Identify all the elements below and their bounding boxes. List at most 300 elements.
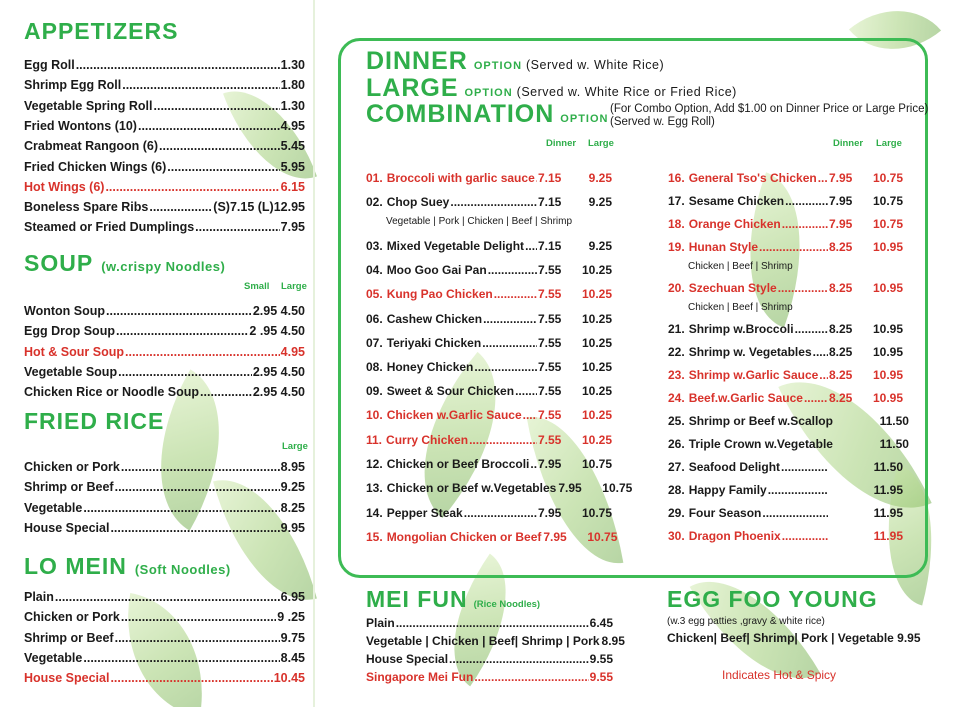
dinner-item-dinner-price: 7.95 [558,481,582,495]
dinner-col-dinner-left: Dinner [546,138,577,149]
dinner-item-large-price: 10.75 [581,457,612,471]
dinner-item [668,411,909,428]
hunan-note: Chicken | Beef | Shrimp [688,261,793,272]
dinner-item-large-price: 11.50 [879,437,909,451]
menu-item [24,606,305,624]
mei-fun-item [366,614,613,630]
dinner-item-name: Chicken w.Garlic Sauce [386,408,522,422]
dinner-item-number: 21. [668,322,685,336]
egg-foo-young-subtitle: (w.3 egg patties ,gravy & white rice) [667,616,825,627]
dinner-item-dinner-price: 8.25 [829,345,853,359]
dinner-item-dinner-price: 8.25 [829,322,853,336]
dot-leader [818,171,828,185]
menu-item [24,586,305,604]
dinner-item-name: Teriyaki Chicken [386,336,482,350]
soup-subtitle: (w.crispy Noodles) [101,259,226,274]
dinner-item-number: 14. [366,506,383,520]
dinner-item-number: 09. [366,384,383,398]
dinner-item-number: 04. [366,263,383,277]
dot-leader [149,200,212,214]
dinner-item-number: 07. [366,336,383,350]
dinner-item [366,309,612,326]
menu-item-price: 5.45 [280,139,305,154]
dinner-item-number: 26. [668,437,685,451]
dinner-item [366,430,612,447]
dinner-col-large-left: Large [588,138,614,149]
large-option: OPTION [464,87,513,99]
dinner-item [366,478,633,495]
dinner-item-dinner-price: 8.25 [829,368,853,382]
dinner-item-number: 11. [366,433,383,447]
menu-item [24,456,305,474]
dot-leader [449,652,589,666]
lo-mein-subtitle: (Soft Noodles) [134,562,231,577]
dinner-item-number: 24. [668,391,685,405]
dot-leader [110,671,272,685]
dinner-item-large-price: 9.25 [588,239,612,253]
column-divider [313,0,315,707]
dot-leader [106,304,252,318]
menu-item-price: 8.95 [280,460,305,474]
dinner-item-name: Beef.w.Garlic Sauce [688,391,803,405]
menu-item-name: Vegetable | Chicken | Beef| Shrimp | Pork [366,634,600,648]
dinner-item-name: Chicken or Beef Broccoli [386,457,530,471]
dinner-option: OPTION [473,60,523,72]
menu-item-name: Steamed or Fried Dumplings [24,220,195,235]
dinner-item-dinner-price: 7.55 [538,408,562,422]
menu-item-price: 2.95 4.50 [252,385,305,400]
dinner-item-large-price: 10.25 [581,384,612,398]
combo-note-1: (For Combo Option, Add $1.00 on Dinner Price or Large Price) [610,103,929,115]
dinner-item-dinner-price: 7.95 [538,506,562,520]
dot-leader [536,171,537,185]
mei-fun-title [366,586,540,613]
menu-item-name: Plain [366,616,395,630]
menu-item-name: Egg Drop Soup [24,324,115,339]
dinner-item-number: 18. [668,217,685,231]
menu-item-name: Fried Chicken Wings (6) [24,159,167,174]
dot-leader [782,529,828,543]
dinner-item [668,434,909,451]
dinner-item [668,526,903,543]
dinner-item-large-price: 10.25 [581,312,612,326]
menu-item-price: 9.55 [589,652,613,666]
dinner-item-name: General Tso's Chicken [688,171,817,185]
menu-item-name: Vegetable Spring Roll [24,98,153,113]
dot-leader [469,433,537,447]
dinner-item-large-price: 10.25 [581,263,612,277]
menu-item [24,647,305,665]
mei-fun-title-text: MEI FUN [366,586,468,612]
dinner-item [366,192,612,209]
dinner-item-number: 02. [366,195,383,209]
dinner-item-large-price: 10.75 [872,171,903,185]
dinner-item-name: Kung Pao Chicken [386,287,493,301]
dinner-item-number: 22. [668,345,685,359]
menu-item [24,176,305,194]
menu-item [24,497,305,515]
dinner-col-dinner-right: Dinner [833,138,864,149]
dinner-item-name: Shrimp w.Broccoli [688,322,794,336]
menu-item-price: 4.95 [280,344,305,359]
menu-item [24,320,305,338]
mei-fun-item [366,632,625,648]
dinner-item-large-price: 10.95 [872,281,903,295]
dinner-item-number: 16. [668,171,685,185]
large-note: (Served w. White Rice or Fried Rice) [516,85,737,99]
dinner-item-large-price: 10.75 [581,506,612,520]
menu-item-price: (S)7.15 (L)12.95 [213,200,305,215]
dinner-item-number: 19. [668,240,685,254]
menu-item-price: 9 .25 [277,610,305,625]
dot-leader [83,501,279,515]
dinner-item [668,365,903,382]
menu-item-price: 5.95 [280,159,305,174]
dinner-item [668,168,903,185]
dinner-item-number: 28. [668,483,685,497]
dinner-item-dinner-price: 8.25 [829,240,853,254]
dinner-item-name: Shrimp or Beef w.Scallop [688,414,833,428]
dot-leader [494,287,537,301]
hot-spicy-legend: Indicates Hot & Spicy [722,668,837,682]
dinner-item-large-price: 9.25 [588,171,612,185]
dinner-item-dinner-price: 7.15 [538,171,562,185]
menu-item [24,74,305,92]
dinner-item-dinner-price: 7.95 [543,530,567,544]
dot-leader [488,263,537,277]
menu-item-name: Chicken Rice or Noodle Soup [24,385,200,400]
dot-leader [55,590,280,604]
menu-item-name: Shrimp or Beef [24,480,114,495]
dinner-item [366,527,618,544]
dot-leader [795,322,828,336]
menu-item [24,381,305,399]
menu-item [24,115,305,133]
dinner-item-name: Hunan Style [688,240,759,254]
dinner-item-number: 01. [366,171,383,185]
dot-leader [474,670,588,684]
fried-rice-title: FRIED RICE [24,408,165,434]
dinner-item-large-price: 10.95 [872,322,903,336]
menu-item [24,341,305,359]
dot-leader [525,239,537,253]
dot-leader [464,506,537,520]
menu-item-price: 6.95 [280,590,305,604]
dinner-item-number: 10. [366,408,383,422]
menu-item-name: Hot & Sour Soup [24,344,124,359]
dinner-item-name: Sweet & Sour Chicken [386,384,515,398]
dinner-item-large-price: 11.50 [879,414,909,428]
mei-fun-subtitle: (Rice Noodles) [473,599,541,610]
dinner-item-name: Szechuan Style [688,281,777,295]
menu-item-price: 9.25 [280,480,305,495]
menu-item-name: Plain [24,590,54,604]
dinner-item-large-price: 10.25 [581,360,612,374]
dot-leader [138,119,280,133]
combo-note-2: (Served w. Egg Roll) [610,116,715,128]
dinner-item-name: Four Season [688,506,762,520]
menu-item-name: Shrimp or Beef [24,630,114,645]
dinner-item-number: 05. [366,287,383,301]
combination-word: COMBINATION [366,100,555,128]
soup-title [24,250,225,277]
dot-leader [105,180,279,194]
menu-item-price: 8.45 [280,650,305,665]
dinner-item-name: Curry Chicken [386,433,469,447]
menu-item-name: Vegetable Soup [24,364,118,379]
dinner-item-large-price: 10.75 [872,194,903,208]
dot-leader [813,345,828,359]
dinner-item-large-price: 10.75 [602,481,633,495]
dinner-item-dinner-price: 7.15 [538,195,562,209]
menu-item-name: House Special [24,520,110,535]
menu-item-name: Fried Wontons (10) [24,118,137,133]
dinner-col-large-right: Large [876,138,902,149]
dot-leader [396,616,589,630]
menu-item-price: 9.75 [280,630,305,645]
menu-item-price: 9.95 [280,520,305,535]
dinner-item-number: 29. [668,506,685,520]
dinner-item-dinner-price: 7.95 [829,217,853,231]
menu-item-name: Singapore Mei Fun [366,670,474,684]
dinner-item-name: Moo Goo Gai Pan [386,263,487,277]
dot-leader [167,160,279,174]
dinner-item-name: Chicken or Beef w.Vegetables [386,481,557,495]
dinner-item-dinner-price: 7.15 [538,239,562,253]
menu-item-name: Egg Roll [24,58,75,72]
dinner-item-large-price: 11.95 [873,529,903,543]
dinner-item-dinner-price: 8.25 [829,391,853,405]
dinner-item-number: 23. [668,368,685,382]
dinner-item-number: 27. [668,460,685,474]
menu-item-price: 8.95 [601,634,625,648]
combination-option: OPTION [560,113,609,125]
dinner-item-large-price: 10.95 [872,368,903,382]
dinner-item-large-price: 9.25 [588,195,612,209]
menu-item-price: 9.55 [589,670,613,684]
menu-item-name: Boneless Spare Ribs [24,200,149,215]
dinner-item [668,342,903,359]
dinner-item-dinner-price: 7.55 [538,287,562,301]
menu-item [24,300,305,318]
szechuan-note: Chicken | Beef | Shrimp [688,302,793,313]
combination-heading [366,101,608,132]
dot-leader [523,408,537,422]
dinner-item-name: Sesame Chicken [688,194,785,208]
dinner-item-large-price: 11.95 [873,483,903,497]
dinner-item-number: 25. [668,414,685,428]
dinner-item-name: Shrimp w. Vegetables [688,345,812,359]
dinner-item-dinner-price: 7.55 [538,336,562,350]
dot-leader [115,480,280,494]
dinner-item-dinner-price: 7.95 [538,457,562,471]
appetizers-title: APPETIZERS [24,18,179,44]
dinner-item [366,503,612,520]
lo-mein-title-text: LO MEIN [24,553,127,579]
dinner-item-name: Broccoli with garlic sauce [386,171,535,185]
menu-item-price: 1.30 [280,58,305,72]
dinner-item-name: Cashew Chicken [386,312,483,326]
dinner-item [668,319,903,336]
dot-leader [122,78,279,92]
dinner-item-name: Pepper Steak [386,506,463,520]
mei-fun-item [366,650,613,666]
dinner-item [668,480,903,497]
dinner-item-large-price: 10.95 [872,345,903,359]
dinner-note: (Served w. White Rice) [526,58,665,72]
dot-leader [762,506,828,520]
dinner-item [668,214,903,231]
menu-item-price: 7.95 [280,220,305,235]
dot-leader [804,391,828,405]
dinner-item-large-price: 11.50 [873,460,903,474]
menu-item-price: 4.95 [280,118,305,133]
dinner-item-number: 20. [668,281,685,295]
dinner-item [366,333,612,350]
dinner-item [366,405,612,422]
dot-leader [530,457,537,471]
dot-leader [115,631,280,645]
dot-leader [195,220,279,234]
menu-item-name: Wonton Soup [24,304,105,318]
dinner-item [668,237,903,254]
dot-leader [76,58,280,72]
menu-item-name: Crabmeat Rangoon (6) [24,139,159,154]
dot-leader [781,460,828,474]
dot-leader [759,240,828,254]
dot-leader [154,99,280,113]
dinner-item [366,381,612,398]
menu-item-name: Vegetable [24,650,83,665]
chop-suey-note: Vegetable | Pork | Chicken | Beef | Shrimp [386,216,573,227]
dinner-item [668,503,903,520]
dinner-item [668,388,903,405]
menu-item [24,517,305,535]
menu-item-name: Shrimp Egg Roll [24,78,122,93]
dinner-item-number: 12. [366,457,383,471]
egg-foo-young-line: Chicken| Beef| Shrimp| Pork | Vegetable 9.95 [667,631,921,645]
dinner-item [668,278,903,295]
menu-item-price: 6.15 [280,179,305,194]
dinner-item-dinner-price: 7.55 [538,263,562,277]
dot-leader [782,217,828,231]
menu-item [24,361,305,379]
menu-item-name: Hot Wings (6) [24,179,105,194]
dinner-item-large-price: 10.95 [872,240,903,254]
dinner-item-dinner-price: 7.95 [829,171,853,185]
dinner-item [366,454,612,471]
dot-leader [819,368,828,382]
dot-leader [121,610,276,624]
dot-leader [483,312,537,326]
dinner-item-large-price: 10.75 [587,530,618,544]
dinner-item-dinner-price: 8.25 [829,281,853,295]
egg-foo-young-title: EGG FOO YOUNG [667,586,878,612]
dinner-item-dinner-price: 7.55 [538,360,562,374]
mei-fun-item [366,668,613,684]
dot-leader [482,336,537,350]
dot-leader [768,483,828,497]
soup-title-text: SOUP [24,250,94,276]
menu-item-price: 8.25 [280,500,305,515]
dinner-item-dinner-price: 7.95 [829,194,853,208]
menu-item [24,95,305,113]
menu-item [24,196,305,214]
dot-leader [125,345,280,359]
menu-item-name: Chicken or Pork [24,610,120,625]
dinner-item-number: 06. [366,312,383,326]
dinner-item [366,168,612,185]
menu-item-price: 2.95 4.50 [252,364,305,379]
dinner-item-name: Chop Suey [386,195,450,209]
fried-rice-col-large: Large [282,441,308,452]
menu-item [24,667,305,685]
dot-leader [121,460,280,474]
menu-item-name: Chicken or Pork [24,460,120,474]
dinner-item [668,191,903,208]
dinner-item-large-price: 11.95 [873,506,903,520]
dinner-item-name: Orange Chicken [688,217,781,231]
dinner-word: DINNER [366,47,468,75]
dot-leader [118,365,252,379]
dinner-item-dinner-price: 7.55 [538,433,562,447]
dinner-item [668,457,903,474]
dinner-item-large-price: 10.25 [581,408,612,422]
dinner-item [366,357,612,374]
dot-leader [116,324,248,338]
dot-leader [83,651,279,665]
dinner-item [366,284,612,301]
dinner-item-dinner-price: 7.55 [538,384,562,398]
dot-leader [778,281,828,295]
dinner-item-large-price: 10.25 [581,336,612,350]
menu-item [24,216,305,234]
dinner-item [366,236,612,253]
menu-item-name: Vegetable [24,500,83,515]
menu-item-name: House Special [366,652,449,666]
dinner-item-name: Happy Family [688,483,767,497]
dinner-item-name: Honey Chicken [386,360,474,374]
menu-item-price: 2.95 4.50 [252,304,305,318]
menu-item [24,54,305,72]
soup-col-small: Small [244,281,270,292]
dinner-item-number: 30. [668,529,685,543]
dot-leader [450,195,537,209]
dinner-item-dinner-price: 7.55 [538,312,562,326]
dinner-item-number: 03. [366,239,383,253]
dinner-item-large-price: 10.25 [581,287,612,301]
menu-item [24,156,305,174]
dot-leader [474,360,537,374]
dinner-item-name: Dragon Phoenix [688,529,781,543]
menu-item-name: House Special [24,671,110,686]
dot-leader [110,521,279,535]
dinner-item-name: Mongolian Chicken or Beef [386,530,542,544]
soup-col-large: Large [281,281,307,292]
dinner-item-large-price: 10.25 [581,433,612,447]
dinner-item-name: Seafood Delight [688,460,781,474]
dinner-item [366,260,612,277]
menu-item-price: 6.45 [589,616,613,630]
dinner-item-number: 15. [366,530,383,544]
dot-leader [785,194,828,208]
dinner-item-large-price: 10.95 [872,391,903,405]
dinner-item-number: 08. [366,360,383,374]
menu-item-price: 1.80 [280,78,305,93]
dinner-item-number: 13. [366,481,383,495]
large-word: LARGE [366,74,459,102]
dinner-item-name: Shrimp w.Garlic Sauce [688,368,819,382]
